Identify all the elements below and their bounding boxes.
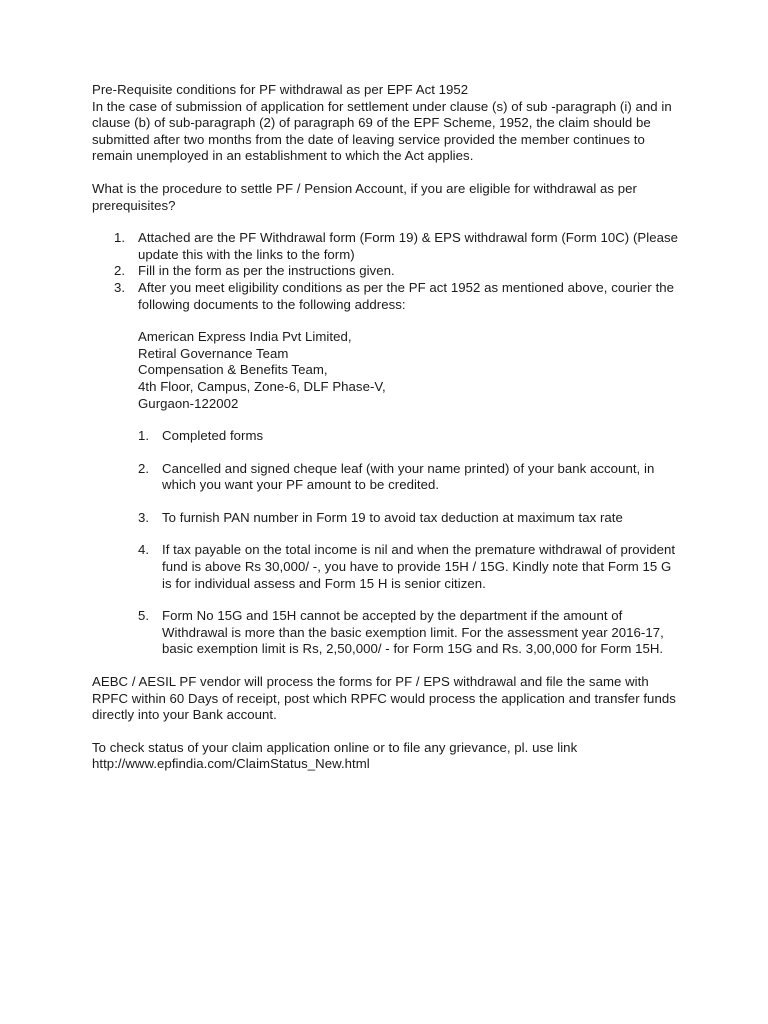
- document-text: Cancelled and signed cheque leaf (with your name printed) of your bank account, in which you want your PF amount to be credited.: [162, 460, 655, 493]
- vendor-note: AEBC / AESIL PF vendor will process the forms for PF / EPS withdrawal and file the same with RPFC within 60 Days of receipt, post which RPFC would process the application and transfer funds directly into your Bank account.: [92, 674, 676, 723]
- document-item: [92, 461, 682, 494]
- step-text: After you meet eligibility conditions as per the PF act 1952 as mentioned above, courier the following documents to the following address:: [138, 279, 675, 312]
- status-note-text: To check status of your claim application online or to file any grievance, pl. use link: [92, 739, 578, 755]
- courier-address: [138, 329, 682, 412]
- claim-status-link[interactable]: http://www.epfindia.com/ClaimStatus_New.html: [92, 756, 370, 772]
- document-item: [92, 542, 682, 592]
- procedure-steps: [92, 230, 682, 412]
- document-item: [92, 510, 682, 527]
- document-number: 4.: [138, 542, 150, 558]
- document-item: [92, 428, 682, 445]
- address-line: Retiral Governance Team: [138, 345, 289, 361]
- procedure-step: [92, 263, 682, 280]
- document-number: 3.: [138, 509, 150, 525]
- step-number: 2.: [114, 263, 126, 279]
- step-text: Fill in the form as per the instructions given.: [138, 263, 395, 279]
- address-line: 4th Floor, Campus, Zone-6, DLF Phase-V,: [138, 378, 386, 394]
- document-item: [92, 608, 682, 658]
- document-text: Completed forms: [162, 428, 264, 444]
- procedure-question: What is the procedure to settle PF / Pension Account, if you are eligible for withdrawal as per prerequisites?: [92, 180, 637, 213]
- step-number: 3.: [114, 279, 126, 295]
- address-line: Gurgaon-122002: [138, 395, 239, 411]
- required-documents-list: [92, 428, 682, 658]
- procedure-step: [92, 230, 682, 263]
- procedure-step: [92, 280, 682, 412]
- document-text: Form No 15G and 15H cannot be accepted by the department if the amount of Withdrawal is more than the basic exemption limit. For the assessment year 2016-17, basic exemption limit is Rs, 2,50,000/ - for Form 15G and Rs. 3,00,000 for Form 15H.: [162, 608, 664, 657]
- document-number: 1.: [138, 428, 150, 444]
- document-text: To furnish PAN number in Form 19 to avoid tax deduction at maximum tax rate: [162, 509, 623, 525]
- document-number: 5.: [138, 608, 150, 624]
- document-heading: Pre-Requisite conditions for PF withdrawal as per EPF Act 1952: [92, 82, 469, 97]
- address-line: American Express India Pvt Limited,: [138, 329, 352, 345]
- step-number: 1.: [114, 230, 126, 246]
- address-line: Compensation & Benefits Team,: [138, 362, 328, 378]
- intro-paragraph: In the case of submission of application for settlement under clause (s) of sub -paragraph (i) and in clause (b) of sub-paragraph (2) of paragraph 69 of the EPF Scheme, 1952, the claim should be submitted after two months from the date of leaving service provided the member continues to remain unemployed in an establishment to which the Act applies.: [92, 98, 672, 164]
- step-text: Attached are the PF Withdrawal form (Form 19) & EPS withdrawal form (Form 10C) (Please update this with the links to the form): [138, 230, 679, 262]
- document-text: If tax payable on the total income is nil and when the premature withdrawal of provident fund is above Rs 30,000/ -, you have to provide 15H / 15G. Kindly note that Form 15 G is for individual assess and Form 15 H is senior citizen.: [162, 542, 676, 591]
- status-note: [92, 740, 682, 773]
- document-number: 2.: [138, 460, 150, 476]
- document-body: [92, 82, 682, 773]
